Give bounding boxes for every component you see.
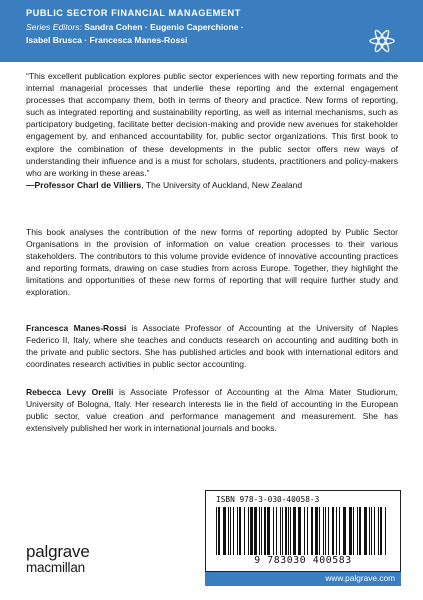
isbn-barcode-box [205,490,401,572]
editor-bio-text-2: is Associate Professor of Accounting at the Alma Mater Studiorum, University of Bologna, Italy. Her research interests lie in the field of accounting in the European public sector, value creation and performance management and measurement. She has extensively published her work in international journals and books. [26,387,398,434]
isbn-label: ISBN 978-3-030-40058-3 [216,495,320,504]
quote-attribution [26,179,398,191]
series-editors-label: Series Editors: [26,22,82,32]
website-bar [205,572,401,586]
editor-bio-1 [26,322,398,370]
series-editors-line2: Isabel Brusca · Francesca Manes-Rossi [26,34,188,45]
book-description: This book analyses the contribution of the new forms of reporting adopted by Public Sector Organisations in the provision of information on value creation processes to their various stakeholders. The contributors to this volume provide evidence of innovative accounting practices and reporting formats, drawing on case studies from across Europe. Together, they highlight the limitations and opportunities of these new forms of reporting that will require further study and exploration. [26,227,398,298]
publisher-logo [26,544,90,576]
series-editors-line1: Sandra Cohen · Eugenio Caperchione · [84,22,244,32]
quote-text: “This excellent publication explores public sector experiences with new reporting formats and the internal managerial processes that underlie these reporting and the external engagement processes that accompany them, both in terms of theory and practice. New forms of reporting, such as integrated reporting and sustainability reporting, as well as internal mechanisms, such as participatory budgeting, facilitate better decision-making and provide new avenues for stakeholder engagement by, and enhanced accountability for, public sector organizations. This first book to explore the combination of these developments in the public sector offers new ways of understanding their influence and is a must for scholars, students, practitioners and policy-makers who are working in these areas.” [26,71,398,178]
editor-bio-2 [26,386,398,434]
editor-name-2: Rebecca Levy Orelli [26,387,114,397]
quote-affiliation: , The University of Auckland, New Zealand [141,179,303,190]
endorsement-quote [26,70,398,191]
barcode-icon [212,507,394,555]
editor-name-1: Francesca Manes-Rossi [26,323,127,333]
series-editors [26,21,366,46]
barcode-number: 9 783030 400583 [254,555,352,566]
palgrave-star-icon [368,27,396,55]
editor-bio-text-1: is Associate Professor of Accounting at the University of Naples Federico II, Italy, where she teaches and conducts research on accounting and auditing both in the private and public sectors. She has published articles and book with international editors and coordinates research activities in public sector accounting. [26,323,398,370]
publisher-website: www.palgrave.com [325,573,395,583]
quote-author: —Professor Charl de Villiers [26,179,142,190]
series-title: PUBLIC SECTOR FINANCIAL MANAGEMENT [26,8,241,18]
publisher-line1: palgrave [26,542,90,561]
series-header [0,0,423,62]
publisher-line2: macmillan [26,560,85,575]
